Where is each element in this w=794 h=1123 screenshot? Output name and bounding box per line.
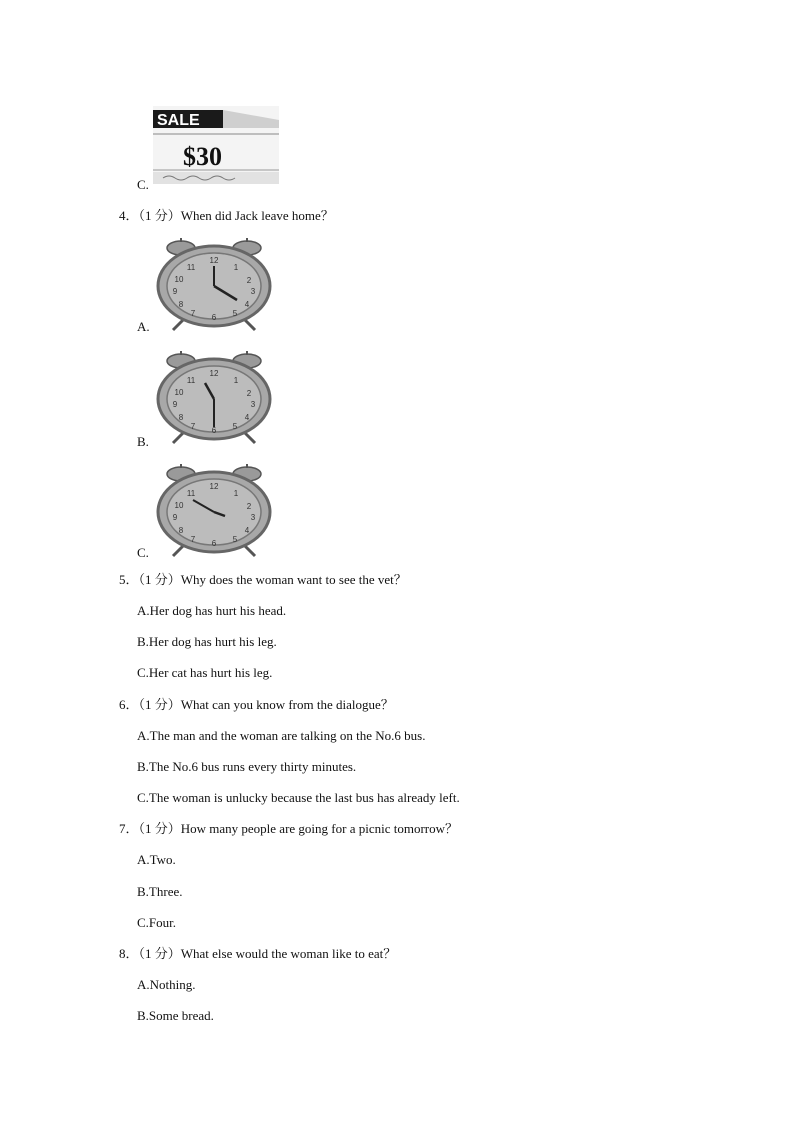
svg-text:10: 10 [174,388,184,397]
svg-text:5: 5 [232,422,238,431]
svg-text:7: 7 [190,422,196,431]
option-a-label: A. [137,319,150,334]
svg-text:4: 4 [244,413,250,422]
svg-text:1: 1 [233,376,239,385]
svg-text:12: 12 [209,482,219,491]
svg-text:9: 9 [172,400,178,409]
svg-text:1: 1 [233,263,239,272]
svg-text:12: 12 [209,256,219,265]
svg-text:7: 7 [190,535,196,544]
option-b-label: B. [137,434,149,449]
option-b: B.Some bread. [137,1008,214,1023]
alarm-clock-icon [153,236,275,332]
option-a: A.Nothing. [137,977,196,992]
option-b: B.Her dog has hurt his leg. [137,634,277,649]
svg-text:4: 4 [244,526,250,535]
alarm-clock-icon [153,349,275,445]
option-b: B.Three. [137,884,183,899]
svg-text:6: 6 [211,426,217,435]
price-text: $30 [183,142,222,171]
option-c: C.The woman is unlucky because the last bus has already left. [137,790,460,805]
sale-text: SALE [157,112,200,129]
svg-text:11: 11 [186,489,196,498]
svg-text:11: 11 [186,376,196,385]
svg-text:2: 2 [246,502,252,511]
option-c: C.Her cat has hurt his leg. [137,665,273,680]
svg-text:11: 11 [186,263,196,272]
svg-text:3: 3 [250,287,256,296]
price-tag-image [153,106,279,184]
question-4: 4．（1 分）When did Jack leave home？ [119,208,334,223]
svg-text:7: 7 [190,309,196,318]
alarm-clock-icon [153,462,275,558]
svg-text:10: 10 [174,501,184,510]
svg-text:9: 9 [172,513,178,522]
option-c-label: C. [137,177,149,192]
svg-text:3: 3 [250,400,256,409]
question-5: 5．（1 分）Why does the woman want to see the vet？ [119,572,407,587]
svg-text:8: 8 [178,300,184,309]
svg-text:5: 5 [232,535,238,544]
option-b: B.The No.6 bus runs every thirty minutes. [137,759,357,774]
option-c: C.Four. [137,915,177,930]
svg-text:6: 6 [211,539,217,548]
svg-text:10: 10 [174,275,184,284]
svg-text:1: 1 [233,489,239,498]
svg-text:12: 12 [209,369,219,378]
question-8: 8．（1 分）What else would the woman like to eat？ [119,946,397,961]
question-6: 6．（1 分）What can you know from the dialogue？ [119,697,394,712]
svg-text:8: 8 [178,413,184,422]
svg-text:2: 2 [246,389,252,398]
svg-text:2: 2 [246,276,252,285]
svg-text:8: 8 [178,526,184,535]
option-a: A.Her dog has hurt his head. [137,603,287,618]
option-a: A.The man and the woman are talking on the No.6 bus. [137,728,426,743]
option-a: A.Two. [137,852,176,867]
option-c-label: C. [137,545,149,560]
svg-text:6: 6 [211,313,217,322]
svg-text:9: 9 [172,287,178,296]
svg-text:4: 4 [244,300,250,309]
svg-text:5: 5 [232,309,238,318]
svg-text:3: 3 [250,513,256,522]
question-7: 7．（1 分）How many people are going for a picnic tomorrow？ [119,821,459,836]
